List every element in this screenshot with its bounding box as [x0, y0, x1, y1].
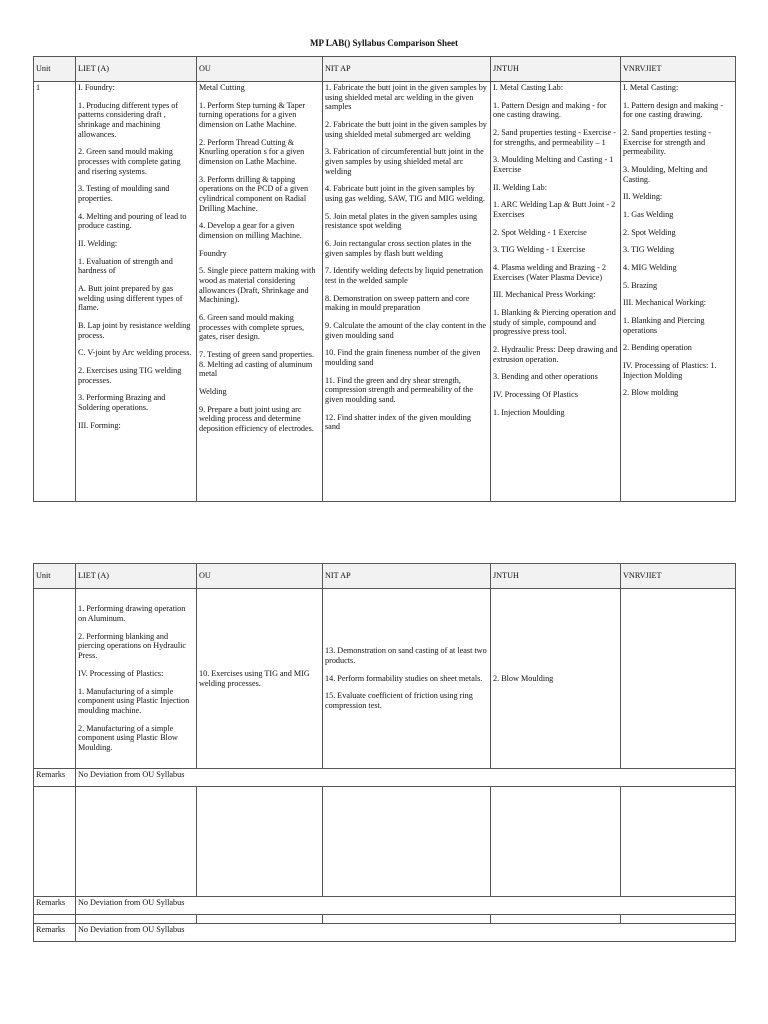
cell-paragraph: IV. Processing of Plastics: 1. Injection Molding	[623, 361, 717, 380]
cell-paragraph: 1. Perform Step turning & Taper turning operations for a given dimension on Lathe Machine.	[199, 100, 306, 130]
cell-paragraph: I. Metal Casting:	[623, 83, 679, 92]
liet-cell	[76, 82, 197, 502]
jntuh-cell	[491, 82, 621, 502]
cell-paragraph: 3. Fabrication of circumferential butt joint in the given samples by using shielded metal arc welding	[325, 147, 484, 176]
cell-paragraph: I. Foundry:	[78, 83, 115, 92]
cell-paragraph: 6. Green sand mould making processes with complete sprues, gates, riser design.	[199, 313, 305, 342]
cell-paragraph: 2. Fabricate the butt joint in the given samples by using shielded metal submerged arc welding	[325, 120, 487, 139]
cell-paragraph: 1. Blanking and Piercing operations	[623, 316, 705, 335]
ou-cell	[197, 82, 323, 502]
cell-paragraph: 3. Bending and other operations	[493, 372, 598, 382]
remarks-label: Remarks	[34, 924, 76, 942]
cell-paragraph: 4. MIG Welding	[623, 263, 677, 273]
cell-paragraph: Foundry	[199, 248, 227, 258]
cell-paragraph: 10. Exercises using TIG and MIG welding processes.	[199, 668, 310, 688]
cell-paragraph: 3. TIG Welding - 1 Exercise	[493, 245, 586, 255]
comparison-table-2	[33, 563, 736, 942]
empty-cell	[323, 787, 491, 897]
header-jntuh: JNTUH	[491, 57, 621, 82]
cell-paragraph: 13. Demonstration on sand casting of at least two products.	[325, 646, 487, 665]
empty-cell	[197, 787, 323, 897]
nitap-cell	[323, 589, 491, 769]
remarks-row	[34, 924, 736, 942]
cell-paragraph: 2. Spot Welding - 1 Exercise	[493, 227, 587, 237]
table-row	[34, 589, 736, 769]
empty-cell	[34, 787, 76, 897]
cell-paragraph: 12. Find shatter index of the given moulding sand	[325, 412, 471, 432]
remarks-row	[34, 769, 736, 787]
cell-paragraph: 4. Plasma welding and Brazing - 2 Exercises (Water Plasma Device)	[493, 263, 607, 282]
header-liet: LIET (A)	[76, 57, 197, 82]
cell-paragraph: 1. Injection Moulding	[493, 407, 565, 417]
empty-cell	[621, 915, 736, 924]
cell-paragraph: I. Metal Casting Lab:	[493, 83, 564, 92]
page-title: MP LAB() Syllabus Comparison Sheet	[309, 38, 459, 48]
cell-paragraph: 2. Spot Welding	[623, 227, 676, 237]
cell-paragraph: 2. Performing blanking and piercing operations on Hydraulic Press.	[78, 631, 186, 661]
cell-paragraph: 2. Manufacturing of a simple component using Plastic Blow Moulding.	[78, 723, 178, 752]
cell-paragraph: 11. Find the green and dry shear strength, compression strength and permeability of the given moulding sand.	[325, 375, 474, 405]
cell-paragraph: IV. Processing of Plastics:	[78, 668, 164, 678]
cell-paragraph: III. Forming:	[78, 420, 121, 430]
header-vnr: VNRVJIET	[621, 564, 736, 589]
empty-cell	[76, 787, 197, 897]
cell-paragraph: 5. Join metal plates in the given samples using resistance spot welding	[325, 211, 478, 231]
header-ou: OU	[197, 57, 323, 82]
cell-paragraph: 3. Moulding, Melting and Casting.	[623, 165, 708, 184]
cell-paragraph: 2. Hydraulic Press: Deep drawing and extrusion operation.	[493, 345, 618, 364]
header-unit: Unit	[34, 57, 76, 82]
cell-paragraph: 2. Bending operation	[623, 343, 692, 353]
cell-paragraph: Metal Cutting	[199, 83, 245, 92]
cell-paragraph: 1. Pattern design and making - for one casting drawing.	[623, 100, 724, 120]
ou-cell	[197, 589, 323, 769]
remarks-text: No Deviation from OU Syllabus	[76, 897, 736, 915]
cell-paragraph: 1. Pattern Design and making - for one casting drawing.	[493, 100, 607, 120]
empty-cell	[491, 787, 621, 897]
empty-cell	[491, 915, 621, 924]
cell-paragraph: 3. TIG Welding	[623, 245, 675, 255]
cell-paragraph: C. V-joint by Arc welding process.	[78, 348, 192, 358]
cell-paragraph: 2. Green sand mould making processes with complete gating and risering systems.	[78, 147, 181, 176]
empty-row	[34, 915, 736, 924]
cell-paragraph: 6. Join rectangular cross section plates in the given samples by flash butt welding	[325, 239, 472, 258]
cell-paragraph: 10. Find the grain fineness number of the given moulding sand	[325, 348, 481, 368]
cell-paragraph: 4. Develop a gear for a given dimension on milling Machine.	[199, 221, 302, 241]
jntuh-cell	[491, 589, 621, 769]
cell-paragraph: 1. Gas Welding	[623, 210, 674, 220]
cell-paragraph: 2. Exercises using TIG welding processes.	[78, 366, 182, 385]
header-liet: LIET (A)	[76, 564, 197, 589]
cell-paragraph: 1. Manufacturing of a simple component using Plastic Injection moulding machine.	[78, 686, 190, 715]
cell-paragraph: 7. Testing of green sand properties. 8. Melting ad casting of aluminum metal	[199, 350, 315, 379]
header-jntuh: JNTUH	[491, 564, 621, 589]
vnr-cell	[621, 589, 736, 769]
cell-paragraph: A. Butt joint prepared by gas welding using different types of flame.	[78, 284, 183, 313]
vnr-cell	[621, 82, 736, 502]
header-vnr: VNRVJIET	[621, 57, 736, 82]
empty-cell	[197, 915, 323, 924]
header-unit: Unit	[34, 564, 76, 589]
table-row	[34, 82, 736, 502]
cell-paragraph: 5. Single piece pattern making with wood as material considering allowances (Draft, Shrinkage and Machining).	[199, 266, 316, 305]
cell-paragraph: 4. Melting and pouring of lead to produce casting.	[78, 211, 187, 231]
cell-paragraph: 1. Evaluation of strength and hardness of	[78, 256, 173, 276]
cell-paragraph: 7. Identify welding defects by liquid penetration test in the welded sample	[325, 266, 484, 286]
cell-paragraph: 1. Performing drawing operation on Aluminum.	[78, 604, 186, 624]
remarks-text: No Deviation from OU Syllabus	[76, 769, 736, 787]
cell-paragraph: 4. Fabricate butt joint in the given samples by using gas welding, SAW, TIG and MIG welding.	[325, 184, 485, 204]
cell-paragraph: 8. Demonstration on sweep pattern and core making in mould preparation	[325, 293, 470, 313]
cell-paragraph: 2. Perform Thread Cutting & Knurling operation s for a given dimension on Lathe Machine.	[199, 137, 305, 167]
cell-paragraph: III. Mechanical Press Working:	[493, 290, 596, 300]
cell-paragraph: B. Lap joint by resistance welding process.	[78, 321, 191, 340]
header-row	[34, 564, 736, 589]
header-ou: OU	[197, 564, 323, 589]
empty-cell	[323, 915, 491, 924]
header-nitap: NIT AP	[323, 57, 491, 82]
cell-paragraph: 3. Moulding Melting and Casting - 1 Exercise	[493, 155, 614, 175]
cell-paragraph: 2. Sand properties testing - Exercise for strength and permeability.	[623, 128, 711, 157]
cell-paragraph: 15. Evaluate coefficient of friction using ring compression test.	[325, 691, 473, 710]
cell-paragraph: III. Mechanical Working:	[623, 298, 707, 308]
remarks-text: No Deviation from OU Syllabus	[76, 924, 736, 942]
cell-paragraph: Welding	[199, 387, 227, 397]
nitap-cell	[323, 82, 491, 502]
cell-paragraph: 2. Blow molding	[623, 388, 679, 398]
cell-paragraph: 1. Producing different types of patterns considering draft , shrinkage and machining allowances.	[78, 100, 179, 139]
unit-cell: 1	[34, 82, 76, 502]
unit-cell	[34, 589, 76, 769]
empty-cell	[621, 787, 736, 897]
cell-paragraph: II. Welding:	[623, 192, 663, 202]
cell-paragraph: 9. Prepare a butt joint using arc welding process and determine deposition efficiency of electrodes.	[199, 404, 314, 434]
cell-paragraph: II. Welding Lab:	[493, 182, 547, 192]
cell-paragraph: 3. Testing of moulding sand properties.	[78, 184, 170, 204]
cell-paragraph: 9. Calculate the amount of the clay content in the given moulding sand	[325, 321, 486, 340]
remarks-label: Remarks	[34, 897, 76, 915]
empty-cell	[34, 915, 76, 924]
empty-cell	[76, 915, 197, 924]
liet-cell	[76, 589, 197, 769]
comparison-table-1	[33, 56, 736, 502]
remarks-label: Remarks	[34, 769, 76, 787]
cell-paragraph: II. Welding:	[78, 239, 118, 249]
cell-paragraph: 5. Brazing	[623, 280, 658, 290]
cell-paragraph: 1. Fabricate the butt joint in the given samples by using shielded metal arc welding in the given samples	[325, 83, 487, 112]
cell-paragraph: 1. ARC Welding Lap & Butt Joint - 2 Exercises	[493, 200, 616, 220]
cell-paragraph: 2. Blow Moulding	[493, 673, 554, 683]
cell-paragraph: IV. Processing Of Plastics	[493, 390, 578, 400]
cell-paragraph: 3. Performing Brazing and Soldering operations.	[78, 393, 166, 413]
header-row	[34, 57, 736, 82]
remarks-row	[34, 897, 736, 915]
cell-paragraph: 1. Blanking & Piercing operation and study of simple, compound and progressive press tool.	[493, 308, 616, 337]
cell-paragraph: 14. Perform formability studies on sheet metals.	[325, 673, 483, 683]
cell-paragraph: 2. Sand properties testing - Exercise -for strengths, and permeability – 1	[493, 128, 617, 147]
empty-row	[34, 787, 736, 897]
header-nitap: NIT AP	[323, 564, 491, 589]
cell-paragraph: 3. Perform drilling & tapping operations on the PCD of a given cylindrical component on Radial Drilling Machine.	[199, 174, 309, 213]
